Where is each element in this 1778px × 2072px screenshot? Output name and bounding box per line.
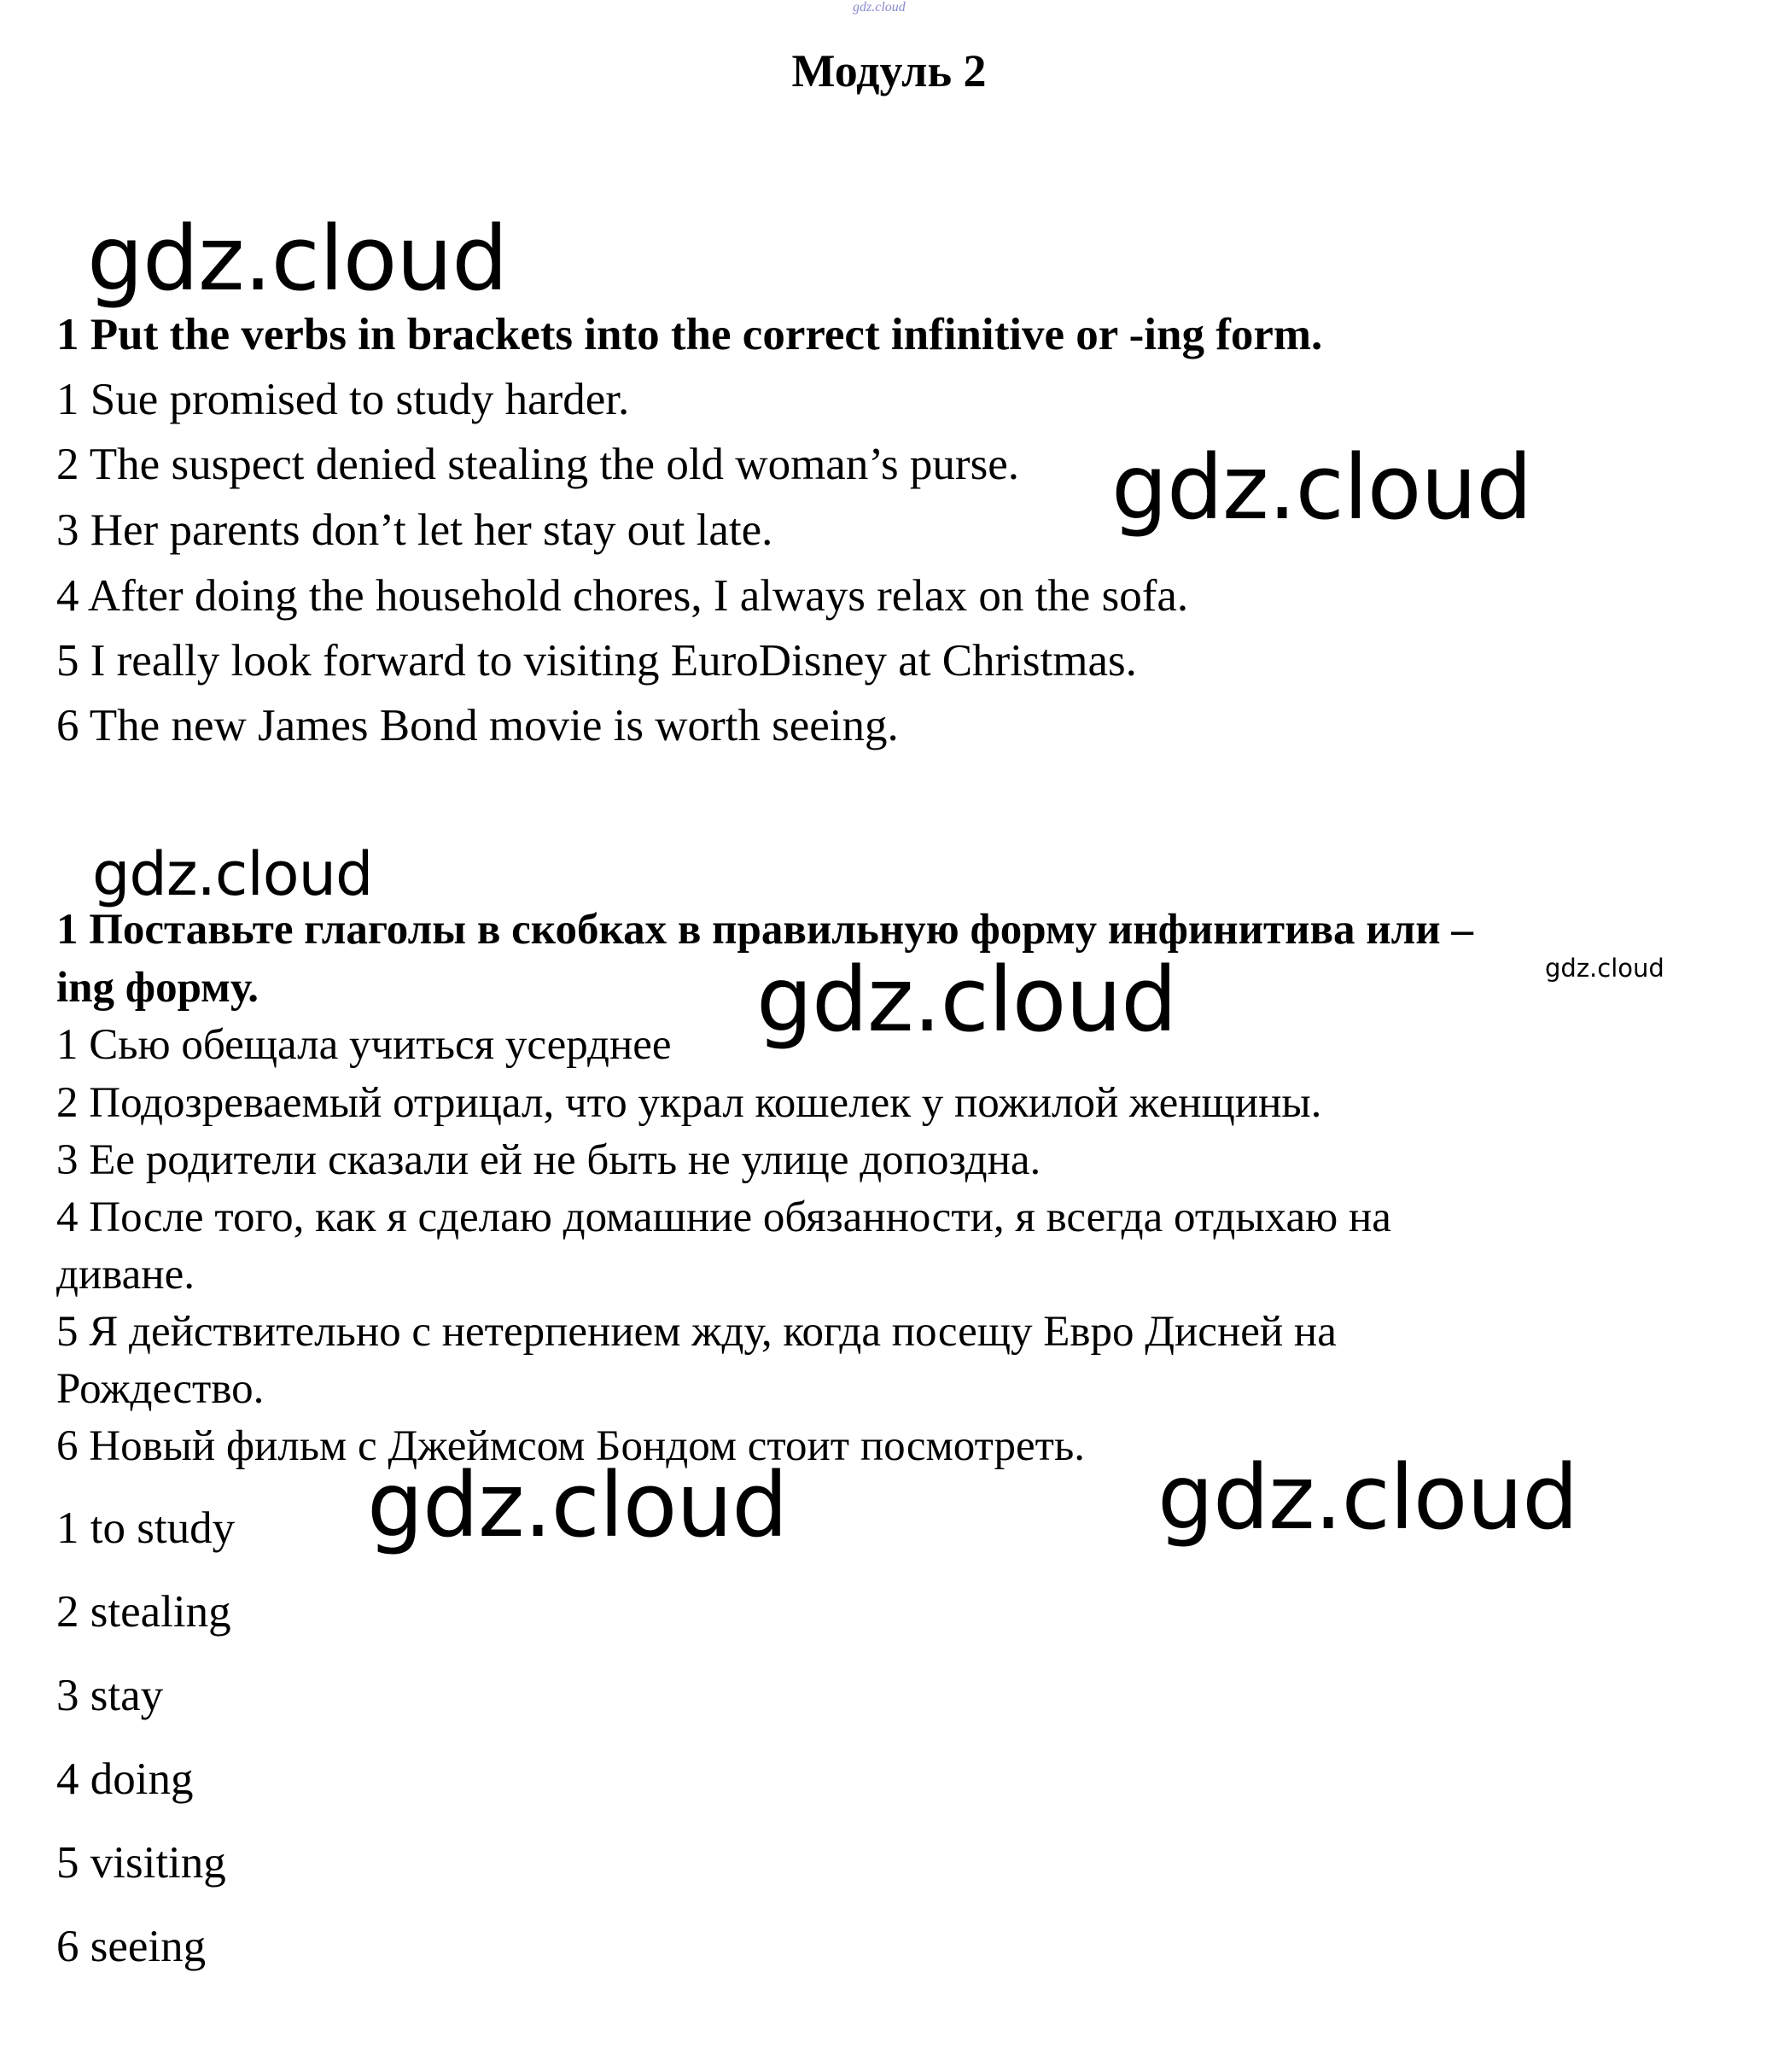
- watermark: gdz.cloud: [92, 839, 373, 909]
- english-heading: 1 Put the verbs in brackets into the correct infinitive or -ing form.: [56, 310, 1323, 359]
- russian-item: 1 Сью обещала учиться усерднее: [56, 1021, 672, 1069]
- russian-item: 5 Я действительно с нетерпением жду, когда посещу Евро Дисней на: [56, 1308, 1337, 1356]
- watermark: gdz.cloud: [756, 948, 1177, 1052]
- english-item: 2 The suspect denied stealing the old woman’s purse.: [56, 440, 1019, 489]
- answer-item: 3 stay: [56, 1671, 164, 1720]
- russian-item: 4 После того, как я сделаю домашние обязанности, я всегда отдыхаю на: [56, 1194, 1391, 1241]
- answer-item: 6 seeing: [56, 1922, 207, 1971]
- english-item: 6 The new James Bond movie is worth seeing.: [56, 701, 899, 750]
- english-item: 5 I really look forward to visiting EuroDisney at Christmas.: [56, 636, 1137, 686]
- watermark: gdz.cloud: [1545, 954, 1664, 983]
- russian-item: диване.: [56, 1251, 195, 1299]
- page-title: Модуль 2: [791, 45, 987, 96]
- russian-heading: ing форму.: [56, 964, 259, 1012]
- russian-item: 6 Новый фильм с Джеймсом Бондом стоит посмотреть.: [56, 1422, 1085, 1470]
- site-mark: gdz.cloud: [853, 0, 906, 15]
- answer-item: 2 stealing: [56, 1587, 231, 1637]
- english-item: 4 After doing the household chores, I always relax on the sofa.: [56, 571, 1189, 621]
- russian-item: 3 Ее родители сказали ей не быть не улице допоздна.: [56, 1136, 1041, 1184]
- watermark: gdz.cloud: [367, 1453, 788, 1557]
- answer-item: 5 visiting: [56, 1838, 226, 1888]
- russian-item: 2 Подозреваемый отрицал, что украл кошелек у пожилой женщины.: [56, 1079, 1322, 1127]
- watermark: gdz.cloud: [1157, 1445, 1578, 1550]
- answer-item: 1 to study: [56, 1503, 236, 1553]
- english-item: 1 Sue promised to study harder.: [56, 375, 630, 424]
- english-item: 3 Her parents don’t let her stay out late.: [56, 505, 773, 555]
- watermark: gdz.cloud: [1111, 435, 1532, 540]
- answer-item: 4 doing: [56, 1754, 194, 1804]
- russian-item: Рождество.: [56, 1365, 265, 1413]
- watermark: gdz.cloud: [87, 207, 508, 311]
- russian-heading: 1 Поставьте глаголы в скобках в правильную форму инфинитива или –: [56, 906, 1473, 954]
